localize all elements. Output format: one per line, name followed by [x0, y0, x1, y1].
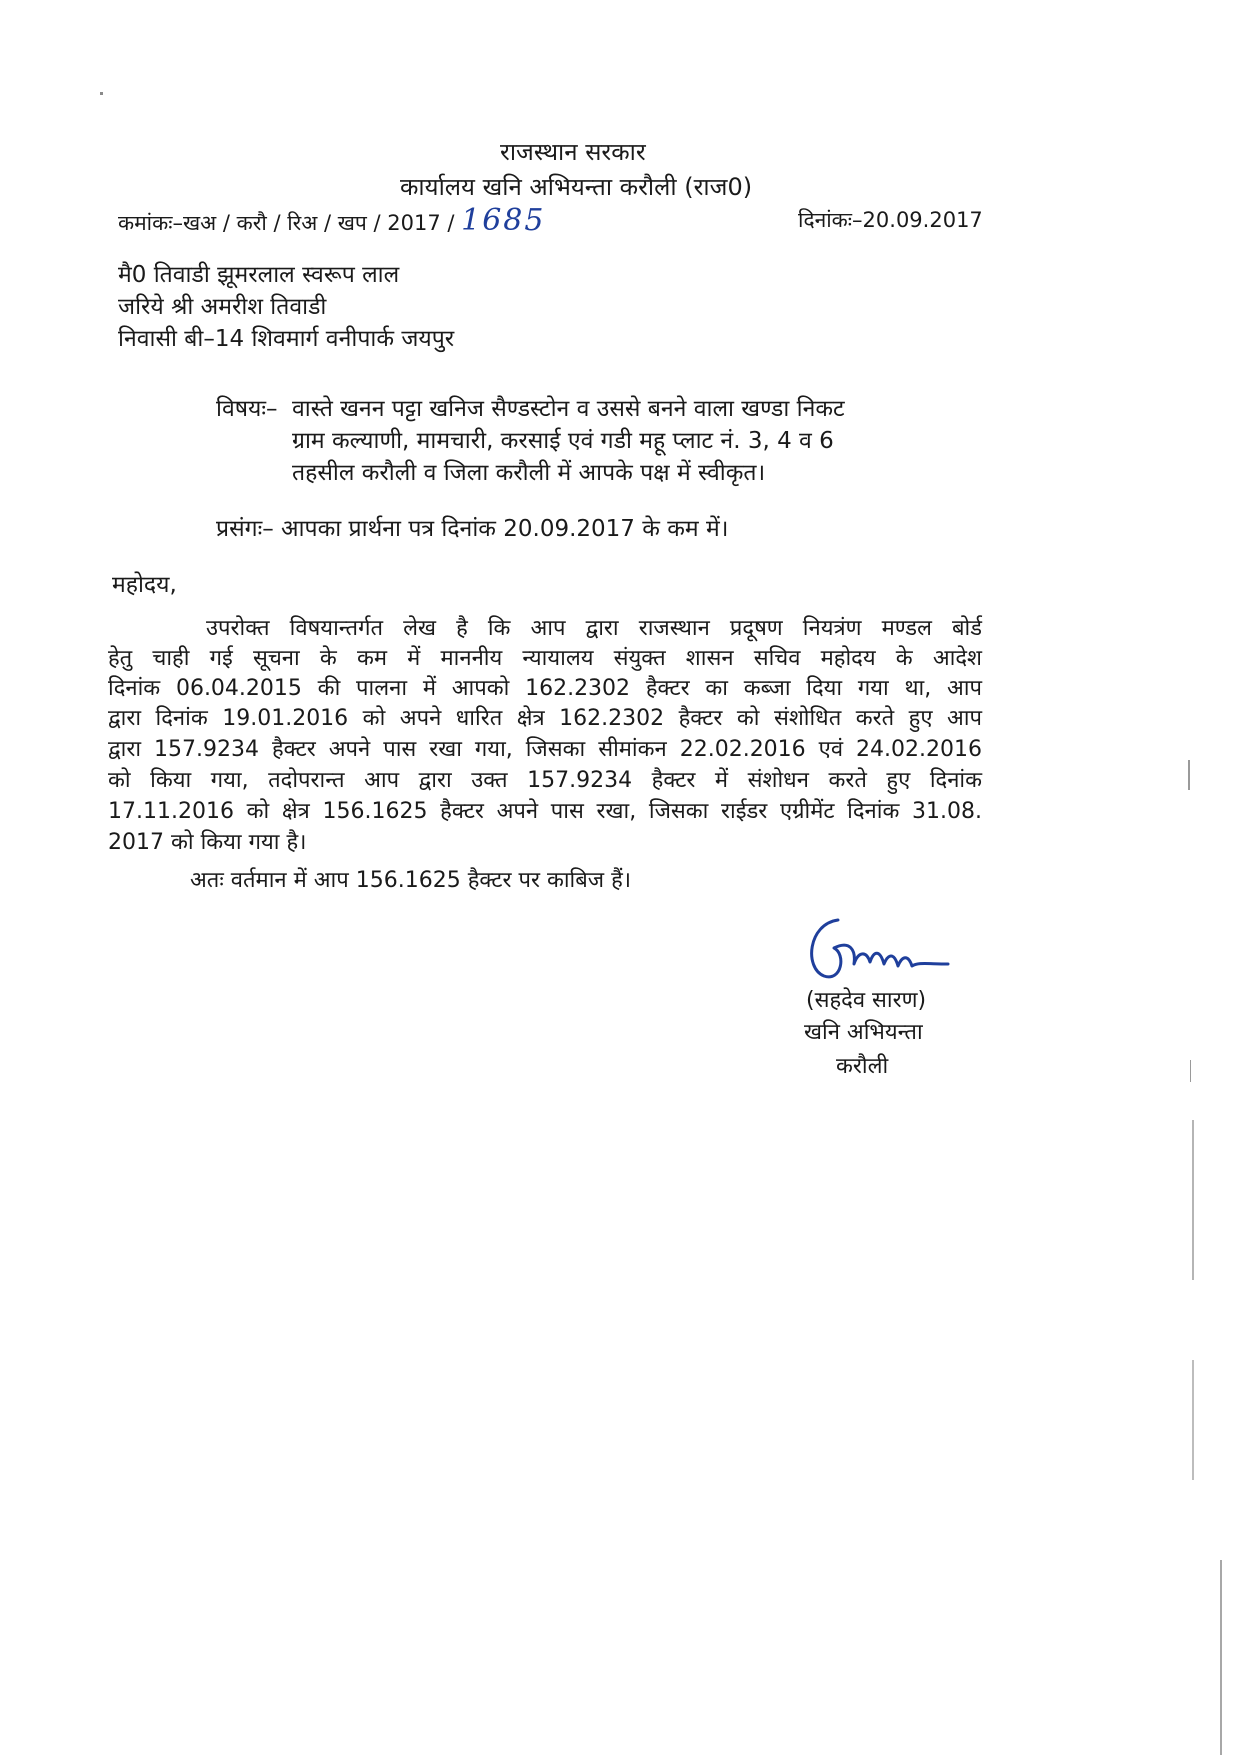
subject-line-1: वास्ते खनन पट्टा खनिज सैण्डस्टोन व उससे बनने वाला खण्डा निकट: [292, 396, 845, 422]
recipient-line-2: जरिये श्री अमरीश तिवाडी: [118, 294, 327, 320]
scan-mark: [100, 92, 103, 95]
scan-mark: [1192, 1360, 1194, 1480]
recipient-line-1: मै0 तिवाडी झूमरलाल स्वरूप लाल: [118, 262, 400, 288]
body-line-4: द्वारा दिनांक 19.01.2016 को अपने धारित क्षेत्र 162.2302 हैक्टर को संशोधित करते हुए आप: [108, 706, 982, 731]
letter-date: दिनांकः–20.09.2017: [798, 208, 983, 232]
office-heading: कार्यालय खनि अभियन्ता करौली (राज0): [400, 173, 753, 201]
body-conclusion: अतः वर्तमान में आप 156.1625 हैक्टर पर काबिज हैं।: [190, 868, 632, 893]
salutation: महोदय,: [112, 572, 177, 598]
scan-mark: [1220, 1560, 1222, 1755]
body-line-6: को किया गया, तदोपरान्त आप द्वारा उक्त 157.9234 हैक्टर में संशोधन करते हुए दिनांक: [108, 768, 982, 793]
reference-number: [118, 203, 546, 238]
signatory-designation: खनि अभियन्ता: [804, 1020, 923, 1045]
subject-label: विषयः–: [216, 396, 278, 422]
signatory-name: (सहदेव सारण): [806, 988, 927, 1013]
reference-line: प्रसंगः– आपका प्रार्थना पत्र दिनांक 20.09.2017 के कम में।: [216, 516, 729, 542]
signatory-place: करौली: [836, 1054, 889, 1079]
body-line-5: द्वारा 157.9234 हैक्टर अपने पास रखा गया, जिसका सीमांकन 22.02.2016 एवं 24.02.2016: [108, 737, 982, 762]
scan-mark: [1190, 1060, 1191, 1082]
subject-line-2: ग्राम कल्याणी, मामचारी, करसाई एवं गडी महू प्लाट नं. 3, 4 व 6: [292, 428, 834, 454]
body-line-1: उपरोक्त विषयान्तर्गत लेख है कि आप द्वारा राजस्थान प्रदूषण नियत्रंण मण्डल बोर्ड: [206, 616, 982, 641]
subject-line-3: तहसील करौली व जिला करौली में आपके पक्ष में स्वीकृत।: [292, 460, 766, 486]
recipient-line-3: निवासी बी–14 शिवमार्ग वनीपार्क जयपुर: [118, 326, 455, 352]
signature-scribble: [798, 910, 958, 990]
scan-mark: [1188, 760, 1190, 790]
handwritten-ref-number: 1685: [461, 203, 546, 238]
government-heading: राजस्थान सरकार: [500, 138, 646, 166]
body-line-3: दिनांक 06.04.2015 की पालना में आपको 162.2302 हैक्टर का कब्जा दिया गया था, आप: [108, 676, 982, 701]
body-line-2: हेतु चाही गई सूचना के कम में माननीय न्यायालय संयुक्त शासन सचिव महोदय के आदेश: [108, 646, 982, 671]
scan-mark: [1192, 1120, 1194, 1280]
body-line-8: 2017 को किया गया है।: [108, 830, 307, 855]
body-line-7: 17.11.2016 को क्षेत्र 156.1625 हैक्टर अपने पास रखा, जिसका राईडर एग्रीमेंट दिनांक 31.08.: [108, 799, 982, 824]
reference-prefix: कमांकः–खअ / करौ / रिअ / खप / 2017 /: [118, 211, 462, 235]
